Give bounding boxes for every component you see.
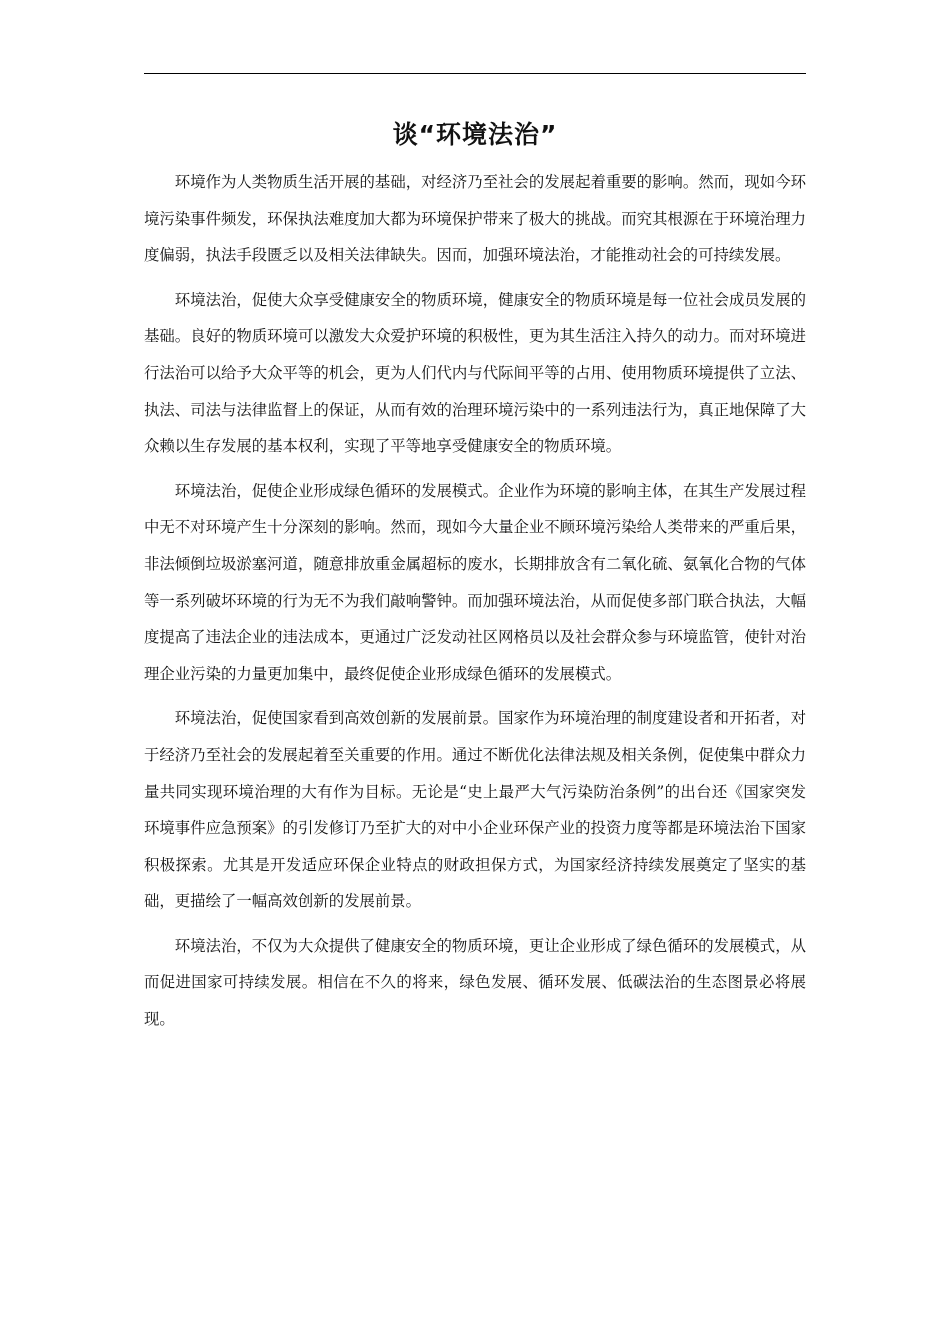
document-body bbox=[144, 164, 806, 1046]
header-rule bbox=[144, 73, 806, 74]
paragraph-conclusion: 环境法治，不仅为大众提供了健康安全的物质环境，更让企业形成了绿色循环的发展模式，从而促进国家可持续发展。相信在不久的将来，绿色发展、循环发展、低碳法治的生态图景必将展现。 bbox=[144, 936, 806, 1029]
paragraph-intro: 环境作为人类物质生活开展的基础，对经济乃至社会的发展起着重要的影响。然而，现如今环境污染事件频发，环保执法难度加大都为环境保护带来了极大的挑战。而究其根源在于环境治理力度偏弱，执法手段匮乏以及相关法律缺失。因而，加强环境法治，才能推动社会的可持续发展。 bbox=[144, 173, 806, 265]
paragraph-national-prospect: 环境法治，促使国家看到高效创新的发展前景。国家作为环境治理的制度建设者和开拓者，对于经济乃至社会的发展起着至关重要的作用。通过不断优化法律法规及相关条例，促使集中群众力量共同实现环境治理的大有作为目标。无论是“史上最严大气污染防治条例”的出台还《国家突发环境事件应急预案》的引发修订乃至扩大的对中小企业环保产业的投资力度等都是环境法治下国家积极探索。尤其是开发适应环保企业特点的财政担保方式，为国家经济持续发展奠定了坚实的基础，更描绘了一幅高效创新的发展前景。 bbox=[144, 709, 806, 911]
document-title: 谈“环境法治” bbox=[392, 120, 558, 149]
paragraph-enterprise-development: 环境法治，促使企业形成绿色循环的发展模式。企业作为环境的影响主体，在其生产发展过程中无不对环境产生十分深刻的影响。然而，现如今大量企业不顾环境污染给人类带来的严重后果，非法倾倒垃圾淤塞河道，随意排放重金属超标的废水，长期排放含有二氧化硫、氨氧化合物的气体等一系列破坏环境的行为无不为我们敲响警钟。而加强环境法治，从而促使多部门联合执法，大幅度提高了违法企业的违法成本，更通过广泛发动社区网格员以及社会群众参与环境监管，使针对治理企业污染的力量更加集中，最终促使企业形成绿色循环的发展模式。 bbox=[144, 481, 806, 683]
paragraph-public-environment: 环境法治，促使大众享受健康安全的物质环境，健康安全的物质环境是每一位社会成员发展的基础。良好的物质环境可以激发大众爱护环境的积极性，更为其生活注入持久的动力。而对环境进行法治可以给予大众平等的机会，更为人们代内与代际间平等的占用、使用物质环境提供了立法、执法、司法与法律监督上的保证，从而有效的治理环境污染中的一系列违法行为，真正地保障了大众赖以生存发展的基本权利，实现了平等地享受健康安全的物质环境。 bbox=[144, 290, 806, 456]
